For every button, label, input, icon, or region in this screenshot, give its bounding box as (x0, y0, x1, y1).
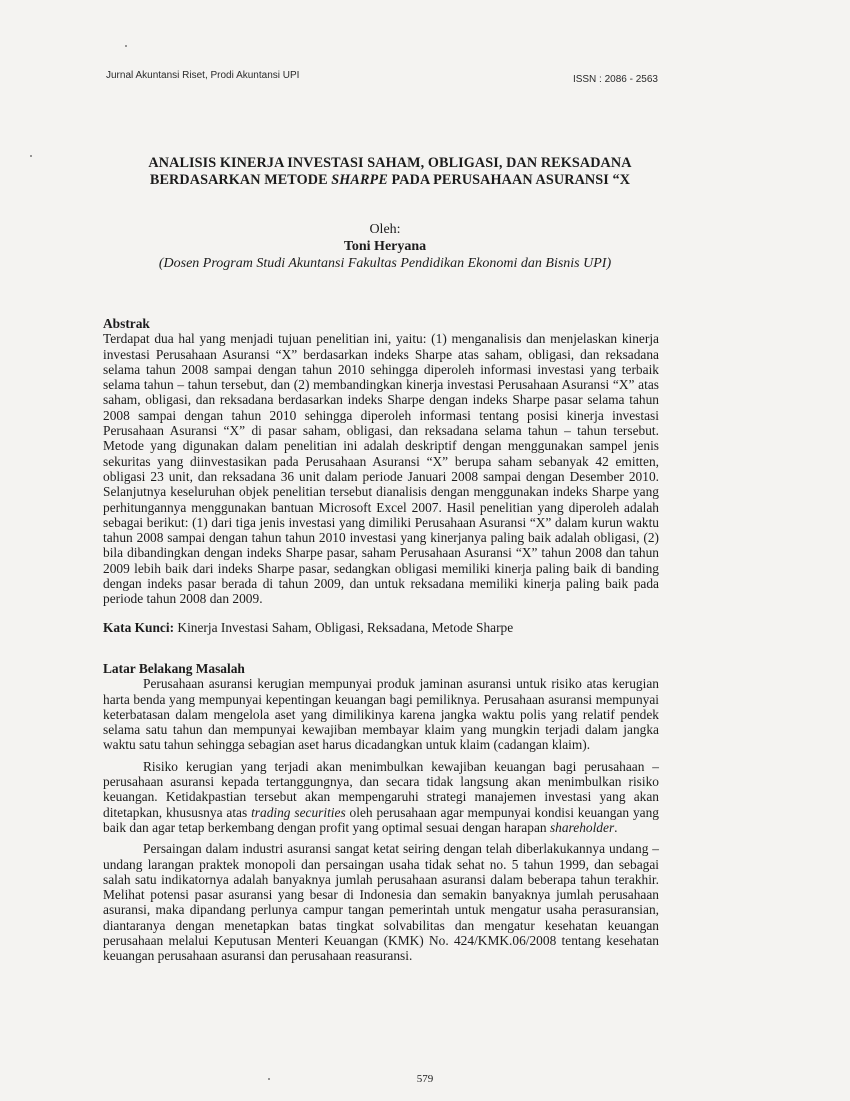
paper-title (110, 155, 670, 189)
section-heading: Latar Belakang Masalah (103, 660, 245, 676)
paragraph-3: Persaingan dalam industri asuransi sangat ketat seiring dengan telah diberlakukannya undang – undang larangan praktek monopoli dan persaingan usaha tidak sehat no. 5 tahun 1999, dan sebagai salah satu indikatornya adalah banyaknya jumlah perusahaan asuransi dalam beberapa tahun terakhir. Melihat potensi pasar asuransi yang besar di Indonesia dan semakin banyaknya jumlah perusahaan asuransi, maka dipandang perlunya campur tangan pemerintah untuk mengatur usaha perasuransian, diantaranya dengan menetapkan batas tingkat solvabilitas dan mengatur kesehatan keuangan perusahaan melalui Keputusan Menteri Keuangan (KMK) No. 424/KMK.06/2008 tentang kesehatan keuangan perusahaan asuransi dan perusahaan reasuransi. (103, 841, 659, 964)
author-block (110, 221, 660, 272)
abstract-heading: Abstrak (103, 316, 150, 331)
main-content (103, 316, 659, 964)
keywords (103, 620, 659, 635)
term-shareholder: shareholder (549, 819, 615, 835)
keywords-text: Kinerja Investasi Saham, Obligasi, Reksadana, Metode Sharpe (174, 619, 514, 635)
term-trading-securities: trading securities (251, 804, 346, 820)
paragraph-1: Perusahaan asuransi kerugian mempunyai produk jaminan asuransi untuk risiko atas kerugian harta benda yang mempunyai kepentingan keuangan bagi pemiliknya. Perusahaan asuransi mempunyai keterbatasan dalam mengelola aset yang dimilikinya karena jangka waktu polis yang relatif pendek selama satu tahun dan mempunyai kewajiban membayar klaim yang mungkin terjadi dalam jangka waktu satu tahun sehingga sebagian aset harus dicadangkan untuk klaim (cadangan klaim). (103, 676, 659, 753)
title-line-2: BERDASARKAN METODE SHARPE PADA PERUSAHAAN ASURANSI “X (149, 172, 631, 188)
by-label: Oleh: (369, 222, 401, 237)
author-affiliation: (Dosen Program Studi Akuntansi Fakultas Pendidikan Ekonomi dan Bisnis UPI) (158, 256, 612, 271)
scan-speck (30, 155, 32, 157)
journal-name: Jurnal Akuntansi Riset, Prodi Akuntansi UPI (106, 70, 300, 81)
author-name: Toni Heryana (343, 239, 427, 254)
page-number: 579 (416, 1073, 434, 1085)
keywords-label: Kata Kunci: (103, 619, 175, 635)
abstract-text: Terdapat dua hal yang menjadi tujuan penelitian ini, yaitu: (1) menganalisis dan menjelaskan kinerja investasi Perusahaan Asuransi “X” berdasarkan indeks Sharpe atas saham, obligasi, dan reksadana selama tahun 2008 sampai dengan tahun 2010 sehingga diperoleh informasi investasi yang terbaik selama tahun – tahun tersebut, dan (2) membandingkan kinerja investasi Perusahaan Asuransi “X” atas saham, obligasi, dan reksadana berdasarkan indeks Sharpe dengan indeks Sharpe pasar selama tahun 2008 sampai dengan tahun 2010 sehingga diperoleh informasi tentang posisi kinerja investasi Perusahaan Asuransi “X” di pasar saham, obligasi, dan reksadana selama tahun – tahun tersebut. Metode yang digunakan dalam penelitian ini adalah deskriptif dengan menggunakan sampel jenis sekuritas yang diinvestasikan pada Perusahaan Asuransi “X” berupa saham sebanyak 42 emitten, obligasi 23 unit, dan reksadana 36 unit dalam periode Januari 2008 sampai dengan Desember 2010. Selanjutnya keseluruhan objek penelitian tersebut dianalisis dengan menggunakan indeks Sharpe yang perhitungannya menggunakan bantuan Microsoft Excel 2007. Hasil penelitian yang diperoleh adalah sebagai berikut: (1) dari tiga jenis investasi yang dimiliki Perusahaan Asuransi “X” dalam kurun waktu tahun 2008 sampai dengan tahun tahun 2010 investasi yang kinerjanya paling baik adalah obligasi, (2) bila dibandingkan dengan indeks Sharpe pasar, saham Perusahaan Asuransi “X” tahun 2008 dan tahun 2009 lebih baik dari indeks Sharpe pasar, sedangkan obligasi memiliki kinerja paling baik di banding dengan indeks pasar berada di tahun 2009, dan untuk reksadana memiliki kinerja paling baik pada periode tahun 2008 dan 2009. (103, 331, 659, 607)
scan-speck (125, 45, 127, 47)
title-line-1: ANALISIS KINERJA INVESTASI SAHAM, OBLIGASI, DAN REKSADANA (148, 155, 632, 171)
issn-label: ISSN : 2086 - 2563 (572, 74, 658, 85)
title-method-name: SHARPE (331, 172, 388, 188)
paragraph-2: Risiko kerugian yang terjadi akan menimbulkan kewajiban keuangan bagi perusahaan – perusahaan asuransi kepada tertanggungnya, dan secara tidak langsung akan menimbulkan risiko keuangan. Ketidakpastian tersebut akan mempengaruhi strategi manajemen investasi yang akan ditetapkan, khususnya atas trading securities oleh perusahaan agar mempunyai kondisi keuangan yang baik dan agar tetap berkembang dengan profit yang optimal sesuai dengan harapan shareholder. (103, 758, 660, 835)
